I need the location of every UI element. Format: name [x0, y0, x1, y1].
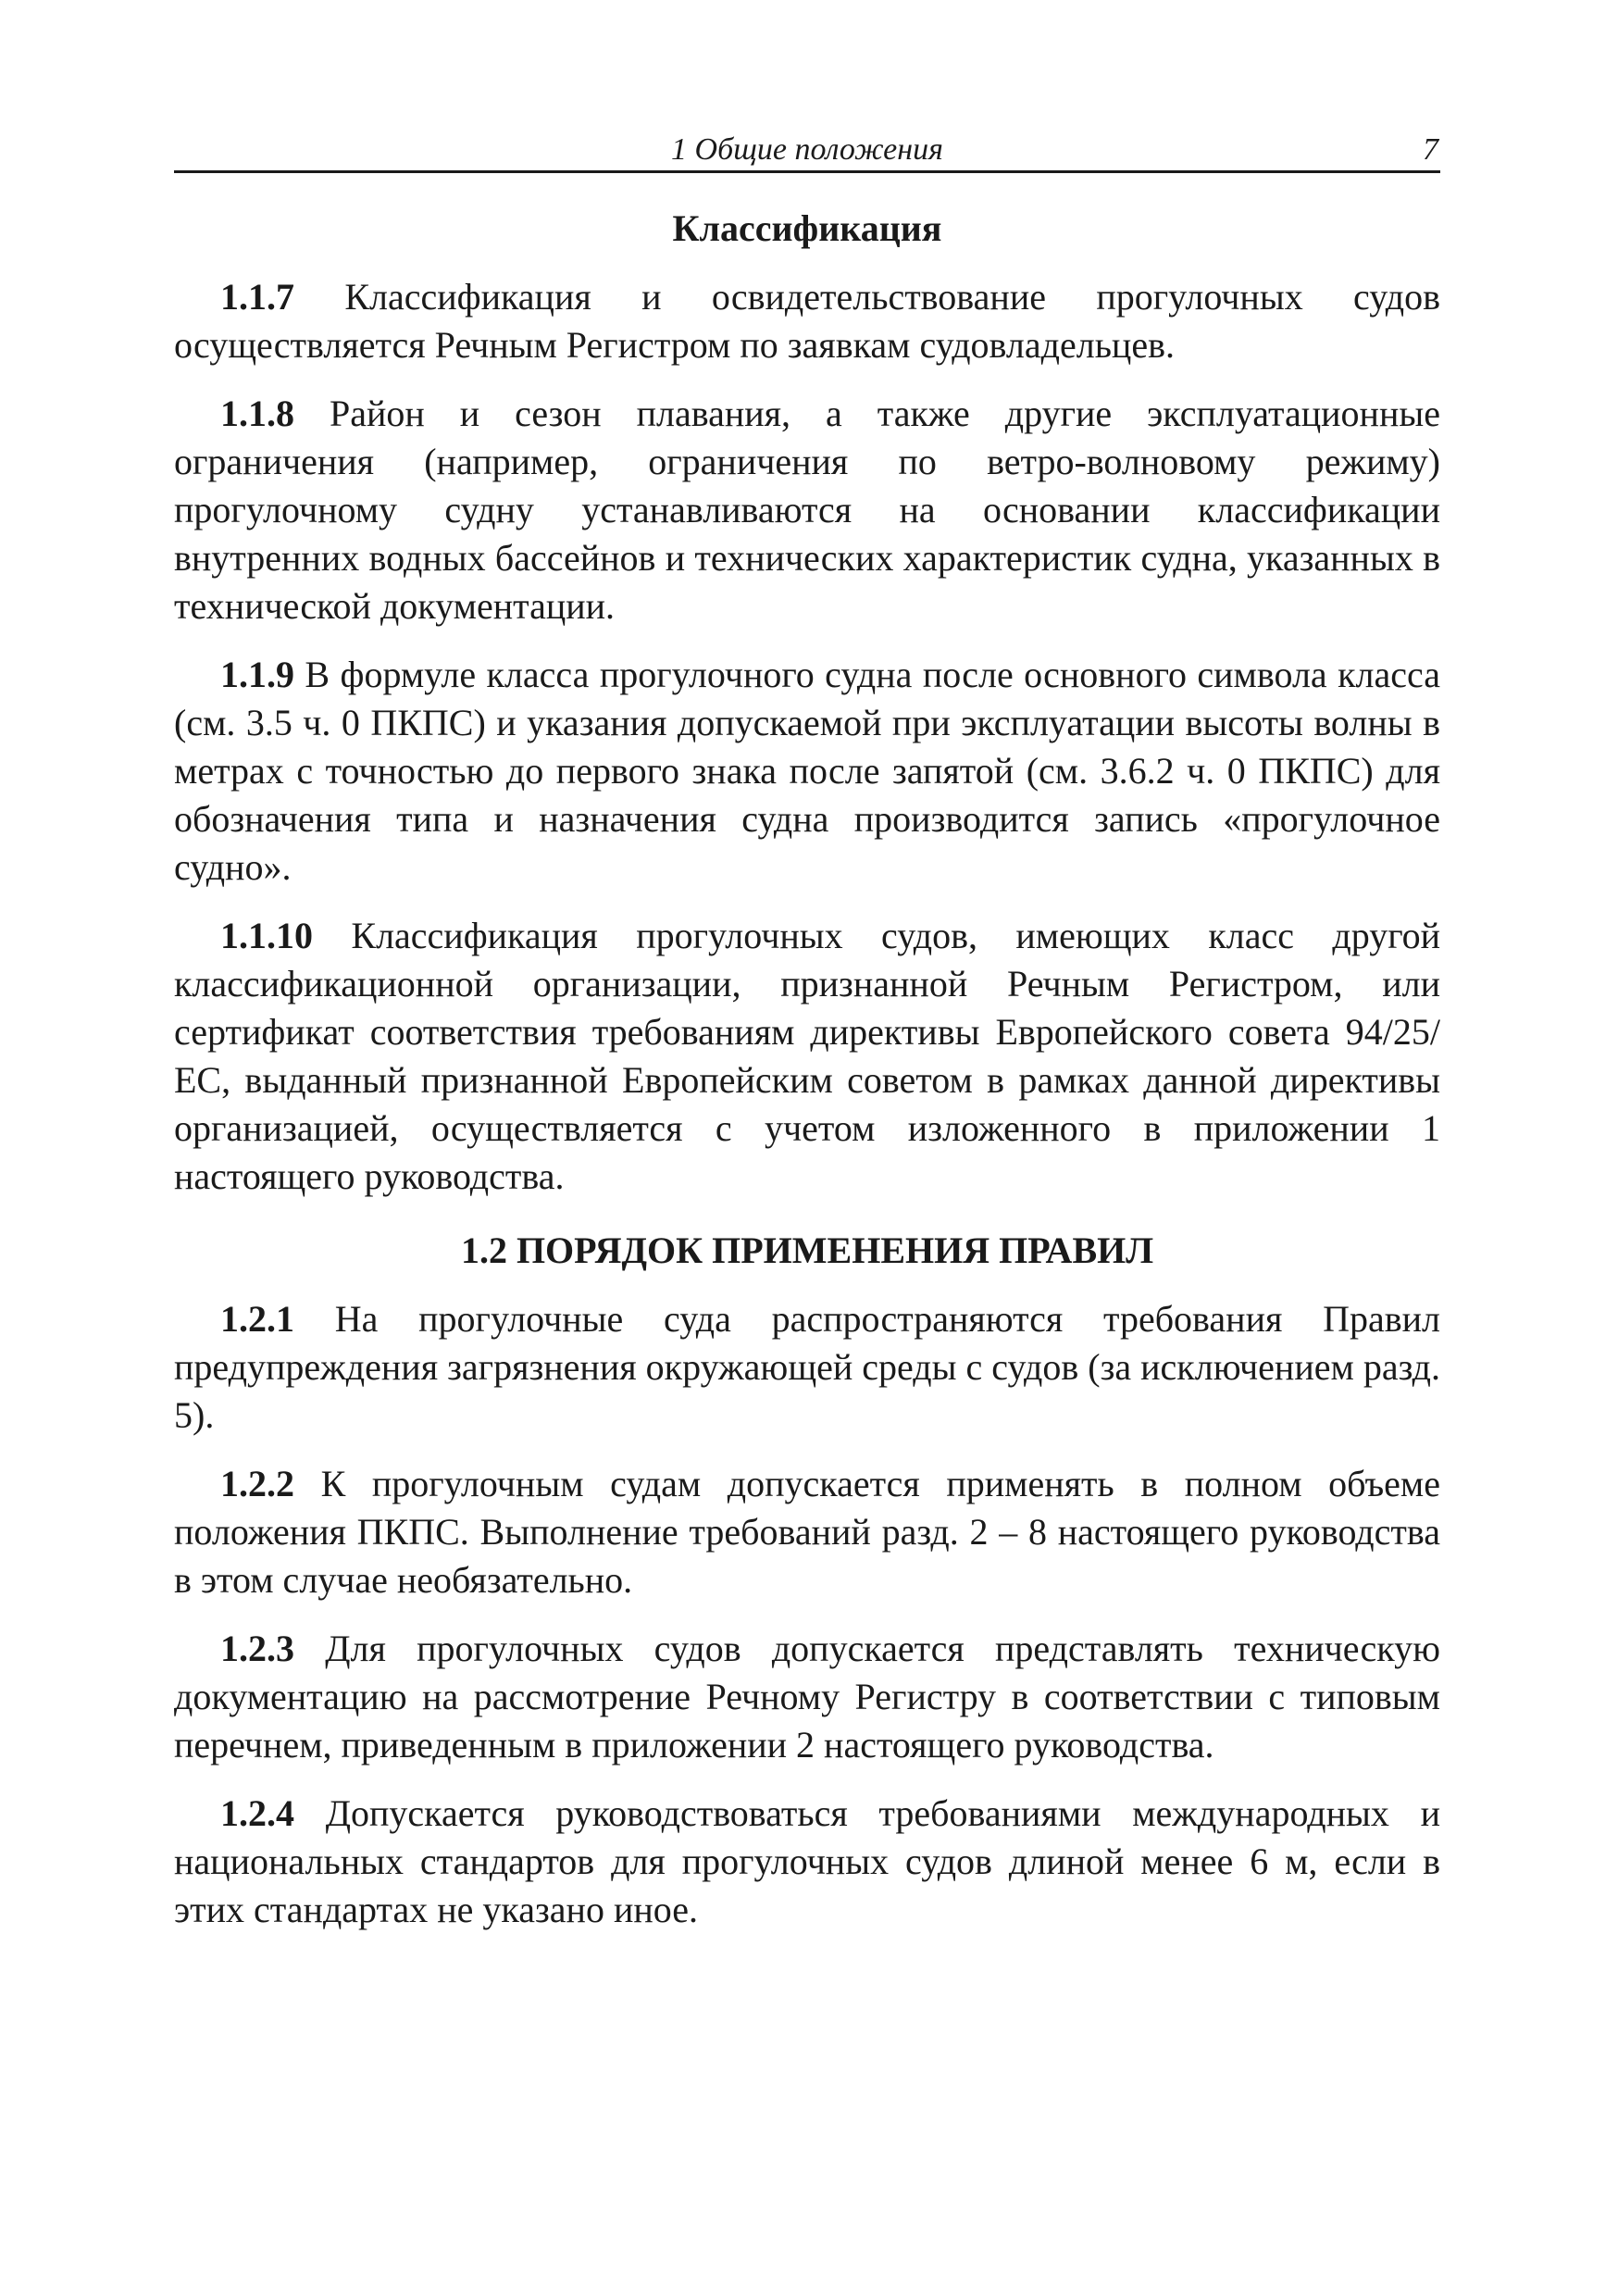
clause-1-2-3 — [174, 1625, 1440, 1769]
section-heading-1-2: 1.2 ПОРЯДОК ПРИМЕНЕНИЯ ПРАВИЛ — [460, 1229, 1154, 1271]
clause-1-2-4 — [174, 1790, 1440, 1934]
clause-number: 1.2.3 — [220, 1628, 294, 1669]
clause-number: 1.2.4 — [220, 1792, 294, 1834]
clause-number: 1.2.1 — [220, 1298, 294, 1340]
running-header — [174, 130, 1440, 173]
page-number: 7 — [1423, 132, 1438, 167]
clause-text: На прогулочные суда распространяются требования Правил предупреждения загрязнения окружающей среды с судов (за исключением разд. 5). — [174, 1298, 1441, 1436]
clause-text: Допускается руководствоваться требованиями международных и национальных стандартов для прогулочных судов длиной менее 6 м, если в этих стандартах не указано иное. — [174, 1792, 1441, 1930]
clause-1-1-8 — [174, 390, 1440, 630]
clause-1-1-7 — [174, 273, 1440, 369]
clause-text: Классификация прогулочных судов, имеющих класс другой классификационной организации, признанной Речным Регистром, или сертификат соответствия требованиям директивы Европейского совета 94/25/ЕС, выданный признанной Европейским советом в рамках данной директивы организацией, осуществляется с учетом изложенного в приложении 1 настоящего руководства. — [174, 915, 1441, 1197]
document-page — [174, 130, 1440, 1954]
clause-1-1-9 — [174, 651, 1440, 892]
clause-number: 1.1.8 — [220, 393, 294, 434]
clause-number: 1.1.9 — [220, 654, 294, 695]
clause-number: 1.2.2 — [220, 1463, 294, 1504]
clause-1-2-1 — [174, 1295, 1440, 1440]
clause-text: Для прогулочных судов допускается представлять техническую документацию на рассмотрение Речному Регистру в соответствии с типовым перечнем, приведенным в приложении 2 настоящего руководства. — [174, 1628, 1441, 1766]
subsection-heading-classification: Классификация — [672, 207, 942, 249]
clause-text: Классификация и освидетельствование прогулочных судов осуществляется Речным Регистром по заявкам судовладельцев. — [174, 276, 1440, 366]
clause-number: 1.1.7 — [220, 276, 294, 318]
clause-text: Район и сезон плавания, а также другие эксплуатационные ограничения (например, ограничения по ветро-волновому режиму) прогулочному судну устанавливаются на основании классификации внутренних водных бассейнов и технических характеристик судна, указанных в технической документации. — [174, 393, 1440, 627]
clause-1-2-2 — [174, 1460, 1440, 1604]
clause-text: К прогулочным судам допускается применять в полном объеме положения ПКПС. Выполнение требований разд. 2 – 8 настоящего руководства в этом случае необязательно. — [174, 1463, 1440, 1601]
clause-number: 1.1.10 — [220, 915, 313, 956]
running-header-title: 1 Общие положения — [671, 132, 943, 167]
clause-1-1-10 — [174, 912, 1440, 1201]
clause-text: В формуле класса прогулочного судна после основного символа класса (см. 3.5 ч. 0 ПКПС) и указания допускаемой при эксплуатации высоты волны в метрах с точностью до первого знака после запятой (см. 3.6.2 ч. 0 ПКПС) для обозначения типа и назначения судна производится запись «прогулочное судно». — [174, 654, 1440, 888]
